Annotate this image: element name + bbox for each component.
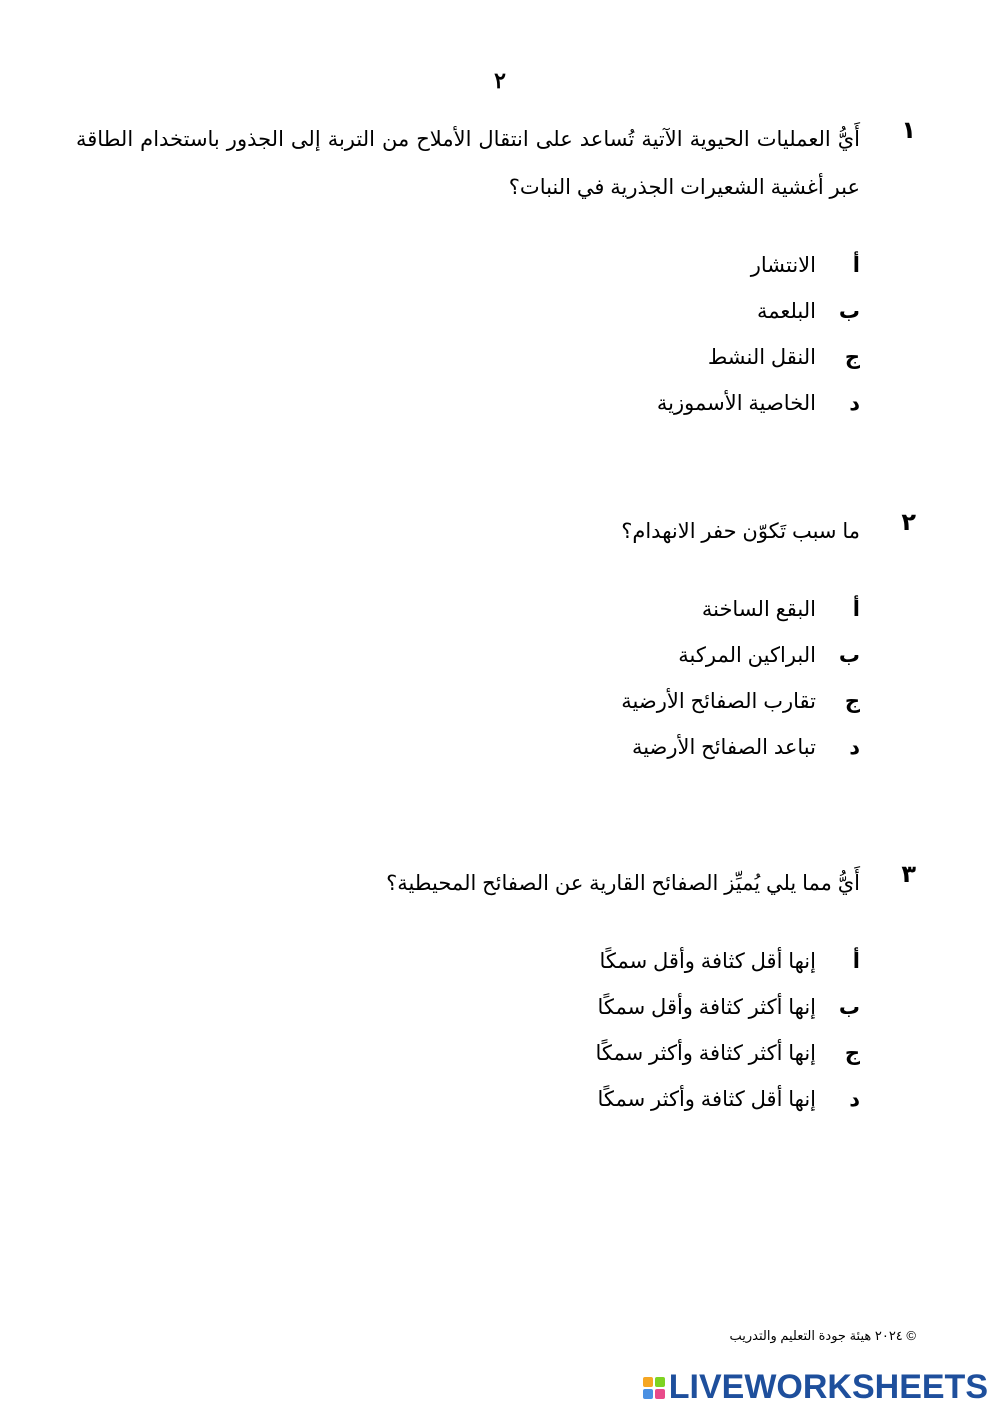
option-letter: ب	[838, 995, 860, 1019]
option-text: إنها أقل كثافة وأقل سمكًا	[599, 949, 816, 973]
option-d[interactable]	[76, 380, 860, 426]
option-letter: ب	[838, 299, 860, 323]
option-text: إنها أكثر كثافة وأكثر سمكًا	[595, 1041, 816, 1065]
options-list	[76, 586, 860, 770]
option-text: البقع الساخنة	[701, 597, 816, 621]
options-list	[76, 242, 860, 426]
option-letter: ب	[838, 643, 860, 667]
option-letter: د	[849, 1087, 860, 1111]
option-letter: د	[849, 391, 860, 415]
question-number: ١	[901, 117, 916, 144]
option-a[interactable]	[76, 586, 860, 632]
question-text: ما سبب تَكوّن حفر الانهدام؟	[621, 520, 860, 543]
option-letter: أ	[852, 253, 860, 277]
option-text: النقل النشط	[707, 345, 816, 369]
option-c[interactable]	[76, 334, 860, 380]
option-b[interactable]	[76, 984, 860, 1030]
option-text: البلعمة	[756, 299, 816, 323]
question-text: أَيُّ العمليات الحيوية الآتية تُساعد على انتقال الأملاح من التربة إلى الجذور باستخدام الطاقة عبر أغشية الشعيرات الجذرية في النبات؟	[76, 128, 860, 199]
option-b[interactable]	[76, 632, 860, 678]
watermark-text: LIVEWORKSHEETS	[668, 1368, 988, 1406]
question-number: ٣	[901, 861, 916, 888]
option-letter: ج	[844, 689, 860, 713]
option-letter: أ	[852, 597, 860, 621]
option-text: الانتشار	[750, 253, 816, 277]
option-letter: ج	[844, 1041, 860, 1065]
question-2	[76, 508, 916, 770]
option-letter: ج	[844, 345, 860, 369]
option-text: تقارب الصفائح الأرضية	[621, 689, 816, 713]
question-number: ٢	[901, 509, 916, 536]
option-text: تباعد الصفائح الأرضية	[631, 735, 816, 759]
option-text: إنها أقل كثافة وأكثر سمكًا	[597, 1087, 816, 1111]
option-c[interactable]	[76, 1030, 860, 1076]
liveworksheets-logo-icon	[643, 1377, 665, 1399]
option-letter: أ	[852, 949, 860, 973]
liveworksheets-watermark[interactable]	[643, 1368, 988, 1407]
option-text: إنها أكثر كثافة وأقل سمكًا	[597, 995, 816, 1019]
option-text: البراكين المركبة	[678, 643, 816, 667]
option-c[interactable]	[76, 678, 860, 724]
copyright-notice: © ٢٠٢٤ هيئة جودة التعليم والتدريب	[729, 1328, 916, 1343]
option-text: الخاصية الأسموزية	[656, 391, 816, 415]
option-b[interactable]	[76, 288, 860, 334]
option-d[interactable]	[76, 724, 860, 770]
question-text: أَيُّ مما يلي يُميِّز الصفائح القارية عن الصفائح المحيطية؟	[386, 872, 860, 895]
question-1	[76, 116, 916, 426]
options-list	[76, 938, 860, 1122]
question-3	[76, 860, 916, 1122]
option-letter: د	[849, 735, 860, 759]
page-number: ٢	[494, 68, 506, 93]
option-a[interactable]	[76, 242, 860, 288]
option-d[interactable]	[76, 1076, 860, 1122]
option-a[interactable]	[76, 938, 860, 984]
